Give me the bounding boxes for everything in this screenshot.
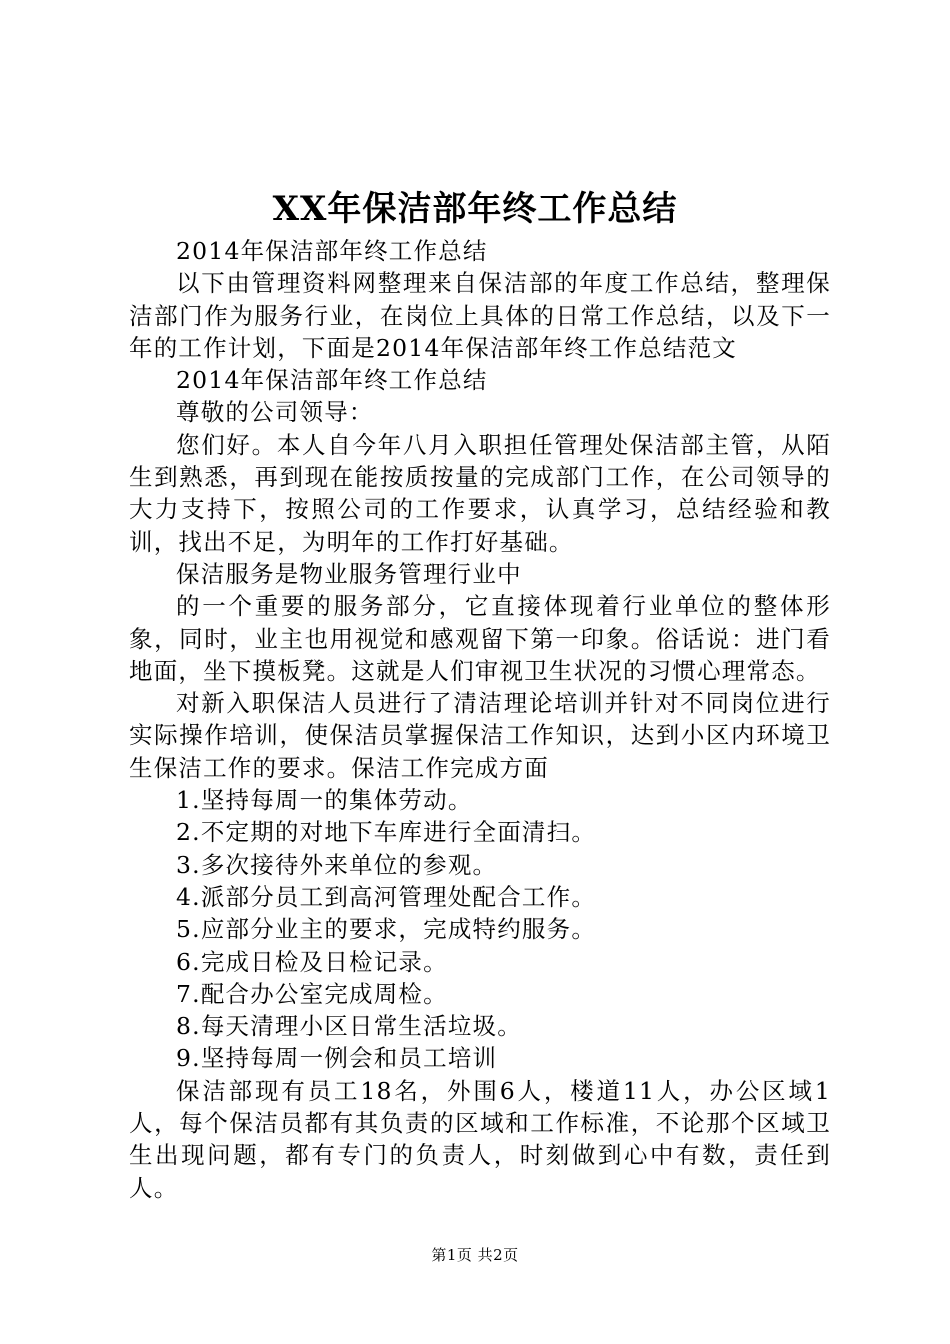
paragraph-service-intro: 保洁服务是物业服务管理行业中 — [176, 559, 522, 588]
paragraph-subtitle-repeat: 2014年保洁部年终工作总结 — [176, 366, 488, 395]
list-item: 5.应部分业主的要求，完成特约服务。 — [176, 915, 597, 944]
list-item: 1.坚持每周一的集体劳动。 — [176, 786, 473, 815]
list-item: 4.派部分员工到高河管理处配合工作。 — [176, 882, 597, 911]
paragraph-staff: 保洁部现有员工18名，外围6人，楼道11人，办公区域1人，每个保洁员都有其负责的区域和工作标准，不论那个区域卫生出现问题，都有专门的负责人，时刻做到心中有数，责任到人。 — [129, 1076, 831, 1202]
document-body — [129, 235, 831, 1204]
document-title: XX年保洁部年终工作总结 — [272, 189, 678, 229]
list-item: 8.每天清理小区日常生活垃圾。 — [176, 1012, 522, 1041]
paragraph-greeting: 您们好。本人自今年八月入职担任管理处保洁部主管，从陌生到熟悉，再到现在能按质按量的完成部门工作，在公司领导的大力支持下，按照公司的工作要求，认真学习，总结经验和教训，找出不足，为明年的工作打好基础。 — [129, 430, 831, 556]
paragraph-subtitle: 2014年保洁部年终工作总结 — [176, 237, 488, 265]
paragraph-salutation: 尊敬的公司领导： — [176, 398, 374, 427]
list-item: 7.配合办公室完成周检。 — [176, 979, 448, 1008]
paragraph-service-detail: 的一个重要的服务部分，它直接体现着行业单位的整体形象，同时，业主也用视觉和感观留下第一印象。俗话说：进门看地面，坐下摸板凳。这就是人们审视卫生状况的习惯心理常态。 — [129, 592, 831, 685]
list-item: 9.坚持每周一例会和员工培训 — [176, 1044, 498, 1073]
page-footer: 第1页 共2页 — [431, 1246, 519, 1264]
list-item: 3.多次接待外来单位的参观。 — [176, 850, 498, 879]
list-item: 2.不定期的对地下车库进行全面清扫。 — [176, 818, 597, 847]
paragraph-training: 对新入职保洁人员进行了清洁理论培训并针对不同岗位进行实际操作培训，使保洁员掌握保洁工作知识，达到小区内环境卫生保洁工作的要求。保洁工作完成方面 — [129, 689, 831, 782]
paragraph-intro: 以下由管理资料网整理来自保洁部的年度工作总结，整理保洁部门作为服务行业，在岗位上具体的日常工作总结，以及下一年的工作计划，下面是2014年保洁部年终工作总结范文 — [129, 269, 831, 362]
list-item: 6.完成日检及日检记录。 — [176, 947, 448, 976]
